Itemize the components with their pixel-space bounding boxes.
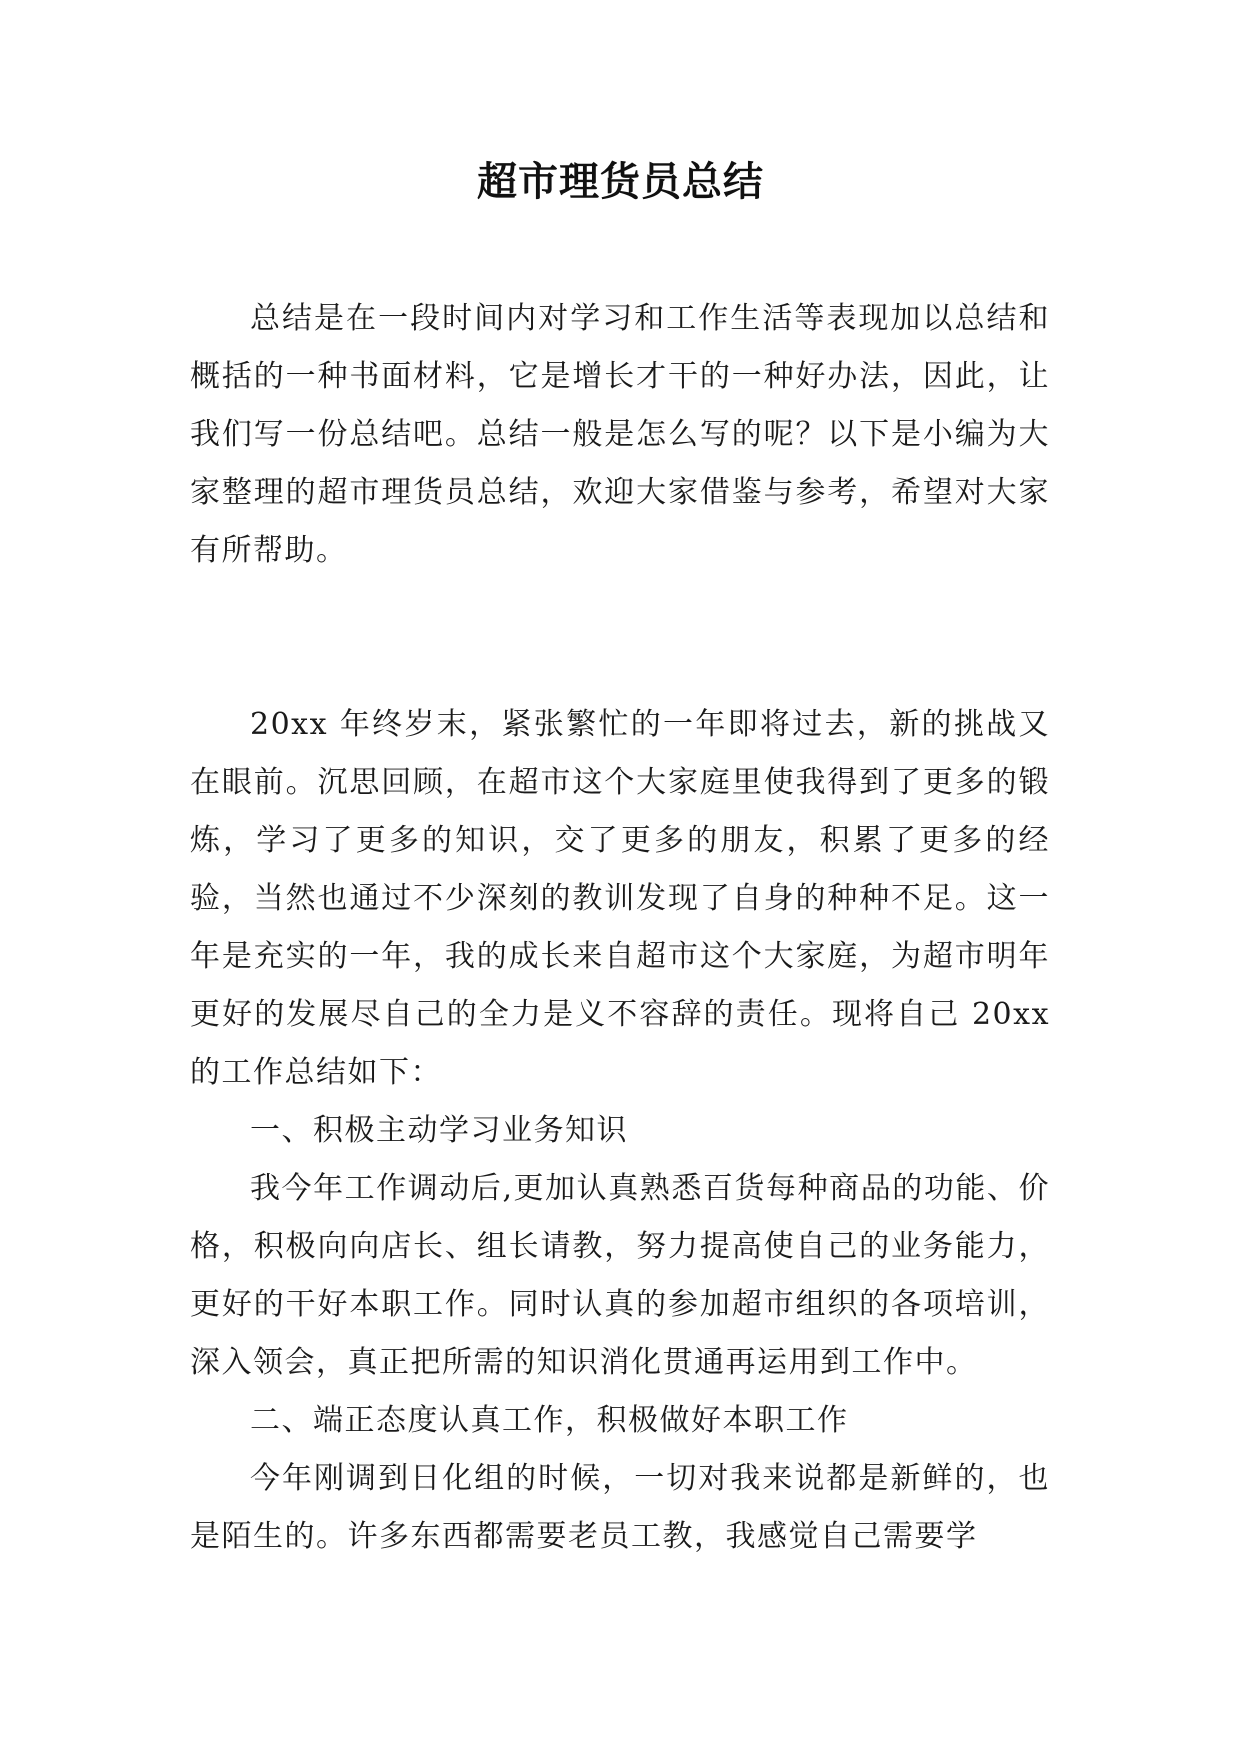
paragraph-gap <box>190 580 1050 638</box>
body-paragraph: 20xx 年终岁末，紧张繁忙的一年即将过去，新的挑战又在眼前。沉思回顾，在超市这个大家庭里使我得到了更多的锻炼，学习了更多的知识，交了更多的朋友，积累了更多的经验，当然也通过不少深刻的教训发现了自身的种种不足。这一年是充实的一年，我的成长来自超市这个大家庭，为超市明年更好的发展尽自己的全力是义不容辞的责任。现将自己 20xx 的工作总结如下： <box>190 707 1050 1090</box>
document-body <box>190 290 1050 1566</box>
document-title: 超市理货员总结 <box>477 158 764 205</box>
section-heading: 一、积极主动学习业务知识 <box>250 1113 628 1148</box>
intro-paragraph: 总结是在一段时间内对学习和工作生活等表现加以总结和概括的一种书面材料，它是增长才干的一种好办法，因此，让我们写一份总结吧。总结一般是怎么写的呢？以下是小编为大家整理的超市理货员总结，欢迎大家借鉴与参考，希望对大家有所帮助。 <box>190 301 1050 568</box>
body-paragraph: 今年刚调到日化组的时候，一切对我来说都是新鲜的，也是陌生的。许多东西都需要老员工教，我感觉自己需要学 <box>190 1461 1050 1554</box>
paragraph-gap <box>190 638 1050 696</box>
section-heading: 二、端正态度认真工作，积极做好本职工作 <box>250 1403 849 1438</box>
body-paragraph: 我今年工作调动后,更加认真熟悉百货每种商品的功能、价格，积极向向店长、组长请教，努力提高使自己的业务能力，更好的干好本职工作。同时认真的参加超市组织的各项培训，深入领会，真正把所需的知识消化贯通再运用到工作中。 <box>190 1171 1050 1380</box>
